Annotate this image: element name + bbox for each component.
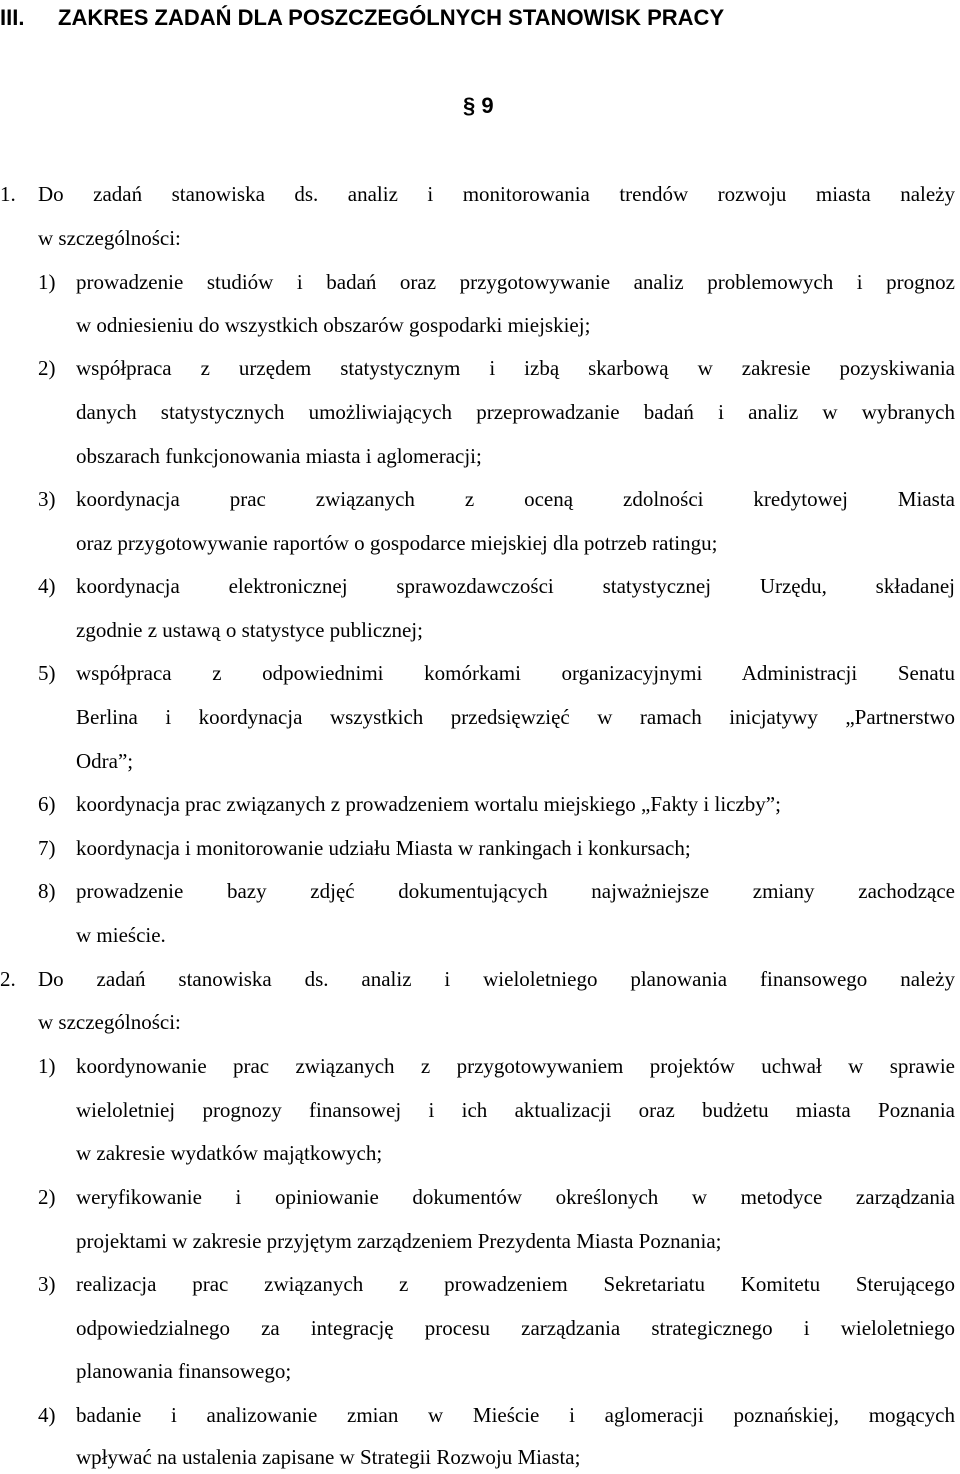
subitem-text: współpraca z odpowiednimi komórkami organizacyjnymi Administracji Senatu [76,661,955,685]
subitem-number: 6) [38,792,56,816]
subitem-number: 2) [38,356,56,380]
subitem-1-8-line [38,877,955,905]
subitem-text: prowadzenie bazy zdjęć dokumentujących najważniejsze zmiany zachodzące [76,879,955,903]
item-text: Do zadań stanowiska ds. analiz i monitorowania trendów rozwoju miasta należy [38,182,955,206]
subitem-1-2-cont-line: obszarach funkcjonowania miasta i aglomeracji; [76,444,482,468]
subitem-number: 4) [38,1403,56,1427]
subitem-number: 3) [38,1272,56,1296]
subitem-text: koordynacja prac związanych z prowadzeniem wortalu miejskiego „Fakty i liczby”; [76,792,781,816]
subitem-number: 8) [38,879,56,903]
subitem-1-3-line [38,485,955,513]
subitem-1-2-cont-line: danych statystycznych umożliwiających przeprowadzanie badań i analiz w wybranych [76,400,955,424]
subitem-1-3-cont-line: oraz przygotowywanie raportów o gospodarce miejskiej dla potrzeb ratingu; [76,531,718,555]
subitem-1-4-cont-line: zgodnie z ustawą o statystyce publicznej; [76,618,423,642]
section-title: ZAKRES ZADAŃ DLA POSZCZEGÓLNYCH STANOWISK PRACY [58,5,725,30]
subitem-2-2-cont-line: projektami w zakresie przyjętym zarządzeniem Prezydenta Miasta Poznania; [76,1229,722,1253]
subitem-text: realizacja prac związanych z prowadzeniem Sekretariatu Komitetu Sterującego [76,1272,955,1296]
subitem-number: 4) [38,574,56,598]
subitem-text: koordynacja elektronicznej sprawozdawczości statystycznej Urzędu, składanej [76,574,955,598]
subitem-1-4-line [38,572,955,600]
item-2-cont-line: w szczególności: [38,1010,181,1034]
item-1-cont-line: w szczególności: [38,226,181,250]
subitem-number: 3) [38,487,56,511]
subitem-text: koordynacja i monitorowanie udziału Miasta w rankingach i konkursach; [76,836,691,860]
subitem-2-1-cont-line: w zakresie wydatków majątkowych; [76,1141,383,1165]
subitem-1-6-line [38,790,955,818]
subitem-2-4-line [38,1401,955,1429]
section-number: III. [0,5,25,30]
item-1-line [0,180,955,208]
item-text: Do zadań stanowiska ds. analiz i wieloletniego planowania finansowego należy [38,967,955,991]
subitem-number: 2) [38,1185,56,1209]
subitem-2-1-cont-line: wieloletniej prognozy finansowej i ich aktualizacji oraz budżetu miasta Poznania [76,1098,955,1122]
subitem-1-2-line [38,354,955,382]
subitem-number: 1) [38,270,56,294]
subitem-text: weryfikowanie i opiniowanie dokumentów określonych w metodyce zarządzania [76,1185,955,1209]
subitem-2-3-cont-line: odpowiedzialnego za integrację procesu zarządzania strategicznego i wieloletniego [76,1316,955,1340]
section-heading [0,4,724,32]
subitem-number: 1) [38,1054,56,1078]
subitem-1-7-line [38,834,955,862]
subitem-2-2-line [38,1183,955,1211]
paragraph-sign: § 9 [463,93,494,118]
subitem-text: koordynacja prac związanych z oceną zdolności kredytowej Miasta [76,487,955,511]
subitem-1-5-cont-line: Odra”; [76,749,134,773]
item-2-line [0,965,955,993]
subitem-1-5-cont-line: Berlina i koordynacja wszystkich przedsięwzięć w ramach inicjatywy „Partnerstwo [76,705,955,729]
subitem-1-5-line [38,659,955,687]
subitem-1-1-line [38,268,955,296]
item-number: 1. [0,182,16,206]
item-number: 2. [0,967,16,991]
subitem-text: koordynowanie prac związanych z przygotowywaniem projektów uchwał w sprawie [76,1054,955,1078]
subitem-1-8-cont-line: w mieście. [76,923,166,947]
subitem-text: współpraca z urzędem statystycznym i izbą skarbową w zakresie pozyskiwania [76,356,955,380]
subitem-2-4-cont-line: wpływać na ustalenia zapisane w Strategii Rozwoju Miasta; [76,1445,581,1469]
subitem-1-1-cont-line: w odniesieniu do wszystkich obszarów gospodarki miejskiej; [76,313,591,337]
subitem-text: badanie i analizowanie zmian w Mieście i aglomeracji poznańskiej, mogących [76,1403,955,1427]
subitem-2-3-line [38,1270,955,1298]
subitem-number: 7) [38,836,56,860]
subitem-2-1-line [38,1052,955,1080]
subitem-2-3-cont-line: planowania finansowego; [76,1359,292,1383]
subitem-number: 5) [38,661,56,685]
subitem-text: prowadzenie studiów i badań oraz przygotowywanie analiz problemowych i prognoz [76,270,955,294]
